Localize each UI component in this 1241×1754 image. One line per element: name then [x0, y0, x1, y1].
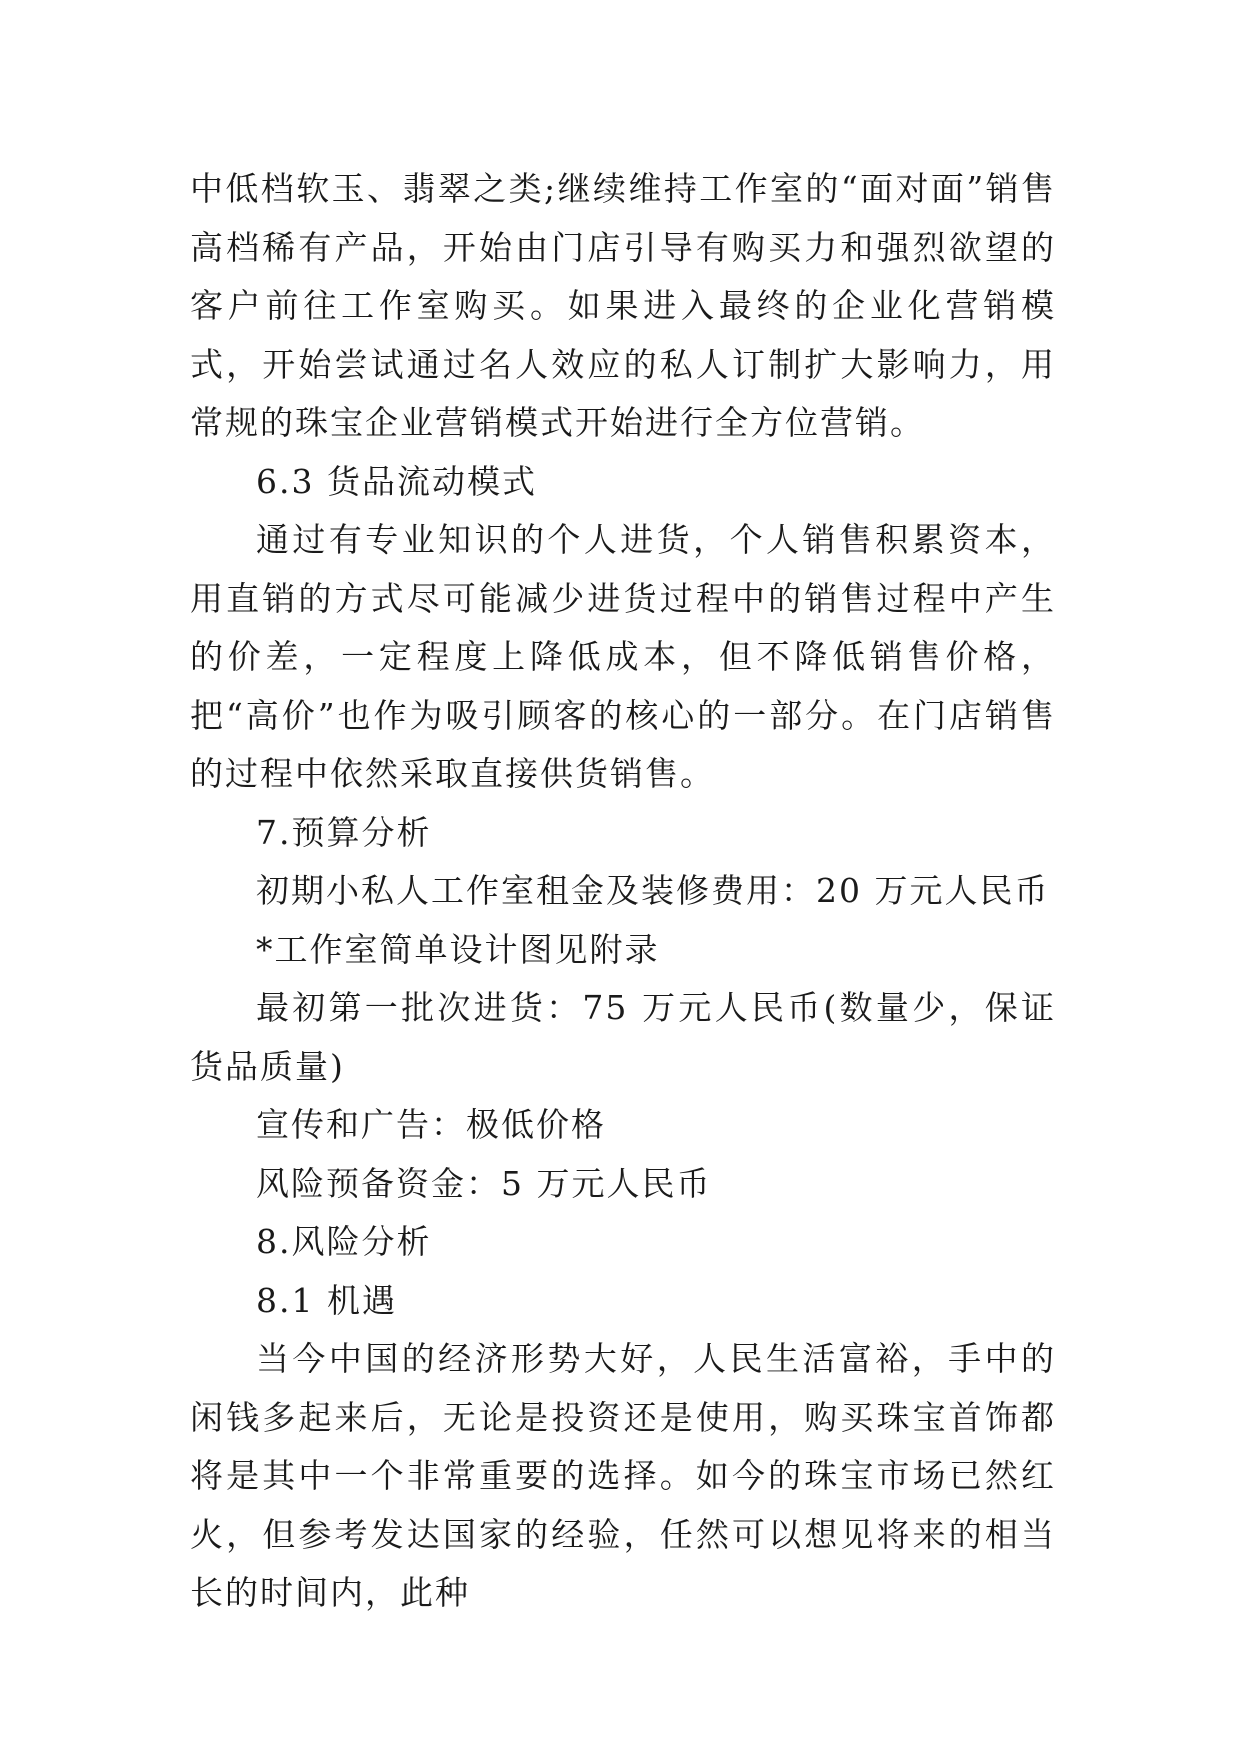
- paragraph-marketing-continued: 中低档软玉、翡翠之类;继续维持工作室的“面对面”销售高档稀有产品，开始由门店引导有购买力和强烈欲望的客户前往工作室购买。如果进入最终的企业化营销模式，开始尝试通过名人效应的私人订制扩大影响力，用常规的珠宝企业营销模式开始进行全方位营销。: [190, 169, 1057, 442]
- budget-note-appendix: *工作室简单设计图见附录: [256, 929, 660, 969]
- budget-item-advertising: 宣传和广告：极低价格: [256, 1105, 606, 1144]
- heading-7: 7.预算分析: [256, 812, 432, 852]
- budget-item-studio: 初期小私人工作室租金及装修费用：20 万元人民币: [256, 871, 1050, 910]
- paragraph-opportunity: 当今中国的经济形势大好，人民生活富裕，手中的闲钱多起来后，无论是投资还是使用，购买珠宝首饰都将是其中一个非常重要的选择。如今的珠宝市场已然红火，但参考发达国家的经验，任然可以想见将来的相当长的时间内，此种: [190, 1339, 1056, 1612]
- heading-8: 8.风险分析: [256, 1222, 432, 1261]
- budget-item-first-stock: 最初第一批次进货：75 万元人民币(数量少，保证货品质量): [190, 988, 1056, 1086]
- heading-6-3: 6.3 货品流动模式: [256, 461, 537, 501]
- heading-8-1: 8.1 机遇: [256, 1280, 397, 1320]
- paragraph-goods-flow: 通过有专业知识的个人进货，个人销售积累资本，用直销的方式尽可能减少进货过程中的销售过程中产生的价差，一定程度上降低成本，但不降低销售价格，把“高价”也作为吸引顾客的核心的一部分。在门店销售的过程中依然采取直接供货销售。: [190, 520, 1056, 793]
- budget-item-risk-reserve: 风险预备资金：5 万元人民币: [256, 1163, 712, 1203]
- document-body: [190, 160, 1056, 1623]
